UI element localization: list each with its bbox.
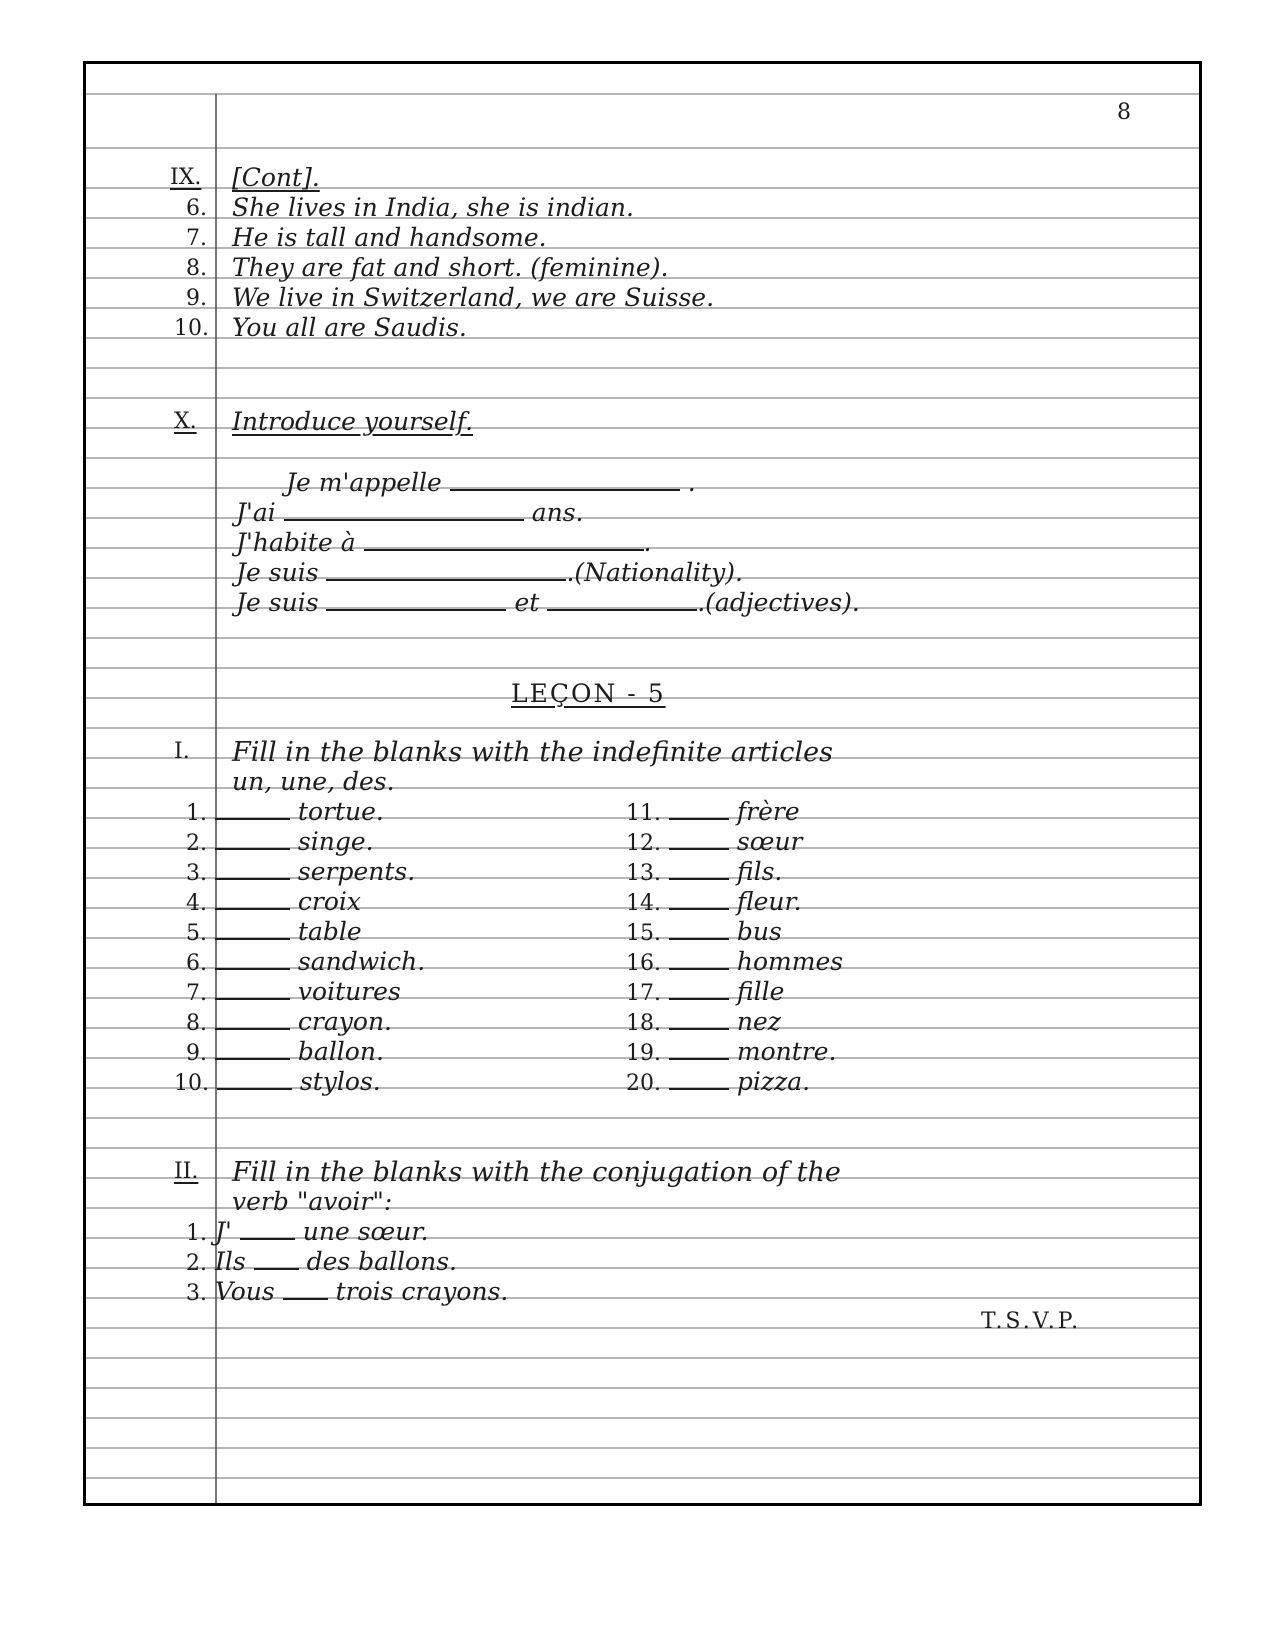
list-item: 5. table bbox=[186, 917, 362, 946]
exercise-2-label: II. bbox=[174, 1159, 199, 1184]
sentence-item: We live in Switzerland, we are Suisse. bbox=[232, 283, 715, 312]
list-item: 9. ballon. bbox=[186, 1037, 384, 1066]
item-number: 10. bbox=[174, 316, 209, 341]
list-item: 13. fils. bbox=[626, 857, 783, 886]
notebook-page bbox=[83, 61, 1202, 1506]
list-item: 2. singe. bbox=[186, 827, 374, 856]
item-number: 6. bbox=[186, 196, 207, 221]
list-item: 1. tortue. bbox=[186, 797, 384, 826]
exercise-1-instruction: Fill in the blanks with the indefinite articles bbox=[232, 737, 834, 768]
list-item: 2. Ils des ballons. bbox=[186, 1247, 457, 1276]
lesson-title: LEÇON - 5 bbox=[511, 679, 666, 708]
list-item: 7. voitures bbox=[186, 977, 401, 1006]
sentence-item: She lives in India, she is indian. bbox=[232, 193, 634, 222]
sentence-item: You all are Saudis. bbox=[232, 313, 467, 342]
exercise-2-instruction-2: verb "avoir": bbox=[232, 1187, 393, 1216]
item-number: 8. bbox=[186, 256, 207, 281]
list-item: 16. hommes bbox=[626, 947, 844, 976]
list-item: 6. sandwich. bbox=[186, 947, 426, 976]
section-ix-label: IX. bbox=[170, 165, 202, 190]
intro-line-nationality: Je suis .(Nationality). bbox=[236, 558, 743, 587]
sentence-item: They are fat and short. (feminine). bbox=[232, 253, 669, 282]
footer-note: T.S.V.P. bbox=[981, 1309, 1082, 1334]
list-item: 4. croix bbox=[186, 887, 362, 916]
intro-line-city: J'habite à . bbox=[236, 528, 652, 557]
intro-line-adjectives: Je suis et .(adjectives). bbox=[236, 588, 860, 617]
page-number: 8 bbox=[1117, 100, 1131, 125]
list-item: 8. crayon. bbox=[186, 1007, 392, 1036]
list-item: 3. serpents. bbox=[186, 857, 416, 886]
list-item: 18. nez bbox=[626, 1007, 781, 1036]
item-number: 9. bbox=[186, 286, 207, 311]
exercise-2-instruction: Fill in the blanks with the conjugation of the bbox=[232, 1157, 841, 1188]
list-item: 11. frère bbox=[626, 797, 800, 826]
section-x-label: X. bbox=[174, 409, 197, 434]
intro-line-name: Je m'appelle . bbox=[286, 468, 696, 497]
list-item: 12. sœur bbox=[626, 827, 803, 856]
list-item: 14. fleur. bbox=[626, 887, 802, 916]
list-item: 19. montre. bbox=[626, 1037, 837, 1066]
item-number: 7. bbox=[186, 226, 207, 251]
list-item: 15. bus bbox=[626, 917, 782, 946]
exercise-1-instruction-2: un, une, des. bbox=[232, 767, 395, 796]
list-item: 20. pizza. bbox=[626, 1067, 811, 1096]
list-item: 1. J' une sœur. bbox=[186, 1217, 429, 1246]
sentence-item: He is tall and handsome. bbox=[232, 223, 547, 252]
exercise-1-label: I. bbox=[174, 739, 190, 764]
list-item: 10. stylos. bbox=[174, 1067, 381, 1096]
section-ix-heading: [Cont]. bbox=[232, 163, 320, 192]
list-item: 17. fille bbox=[626, 977, 785, 1006]
intro-line-age: J'ai ans. bbox=[236, 498, 584, 527]
section-x-heading: Introduce yourself. bbox=[232, 407, 474, 436]
list-item: 3. Vous trois crayons. bbox=[186, 1277, 509, 1306]
